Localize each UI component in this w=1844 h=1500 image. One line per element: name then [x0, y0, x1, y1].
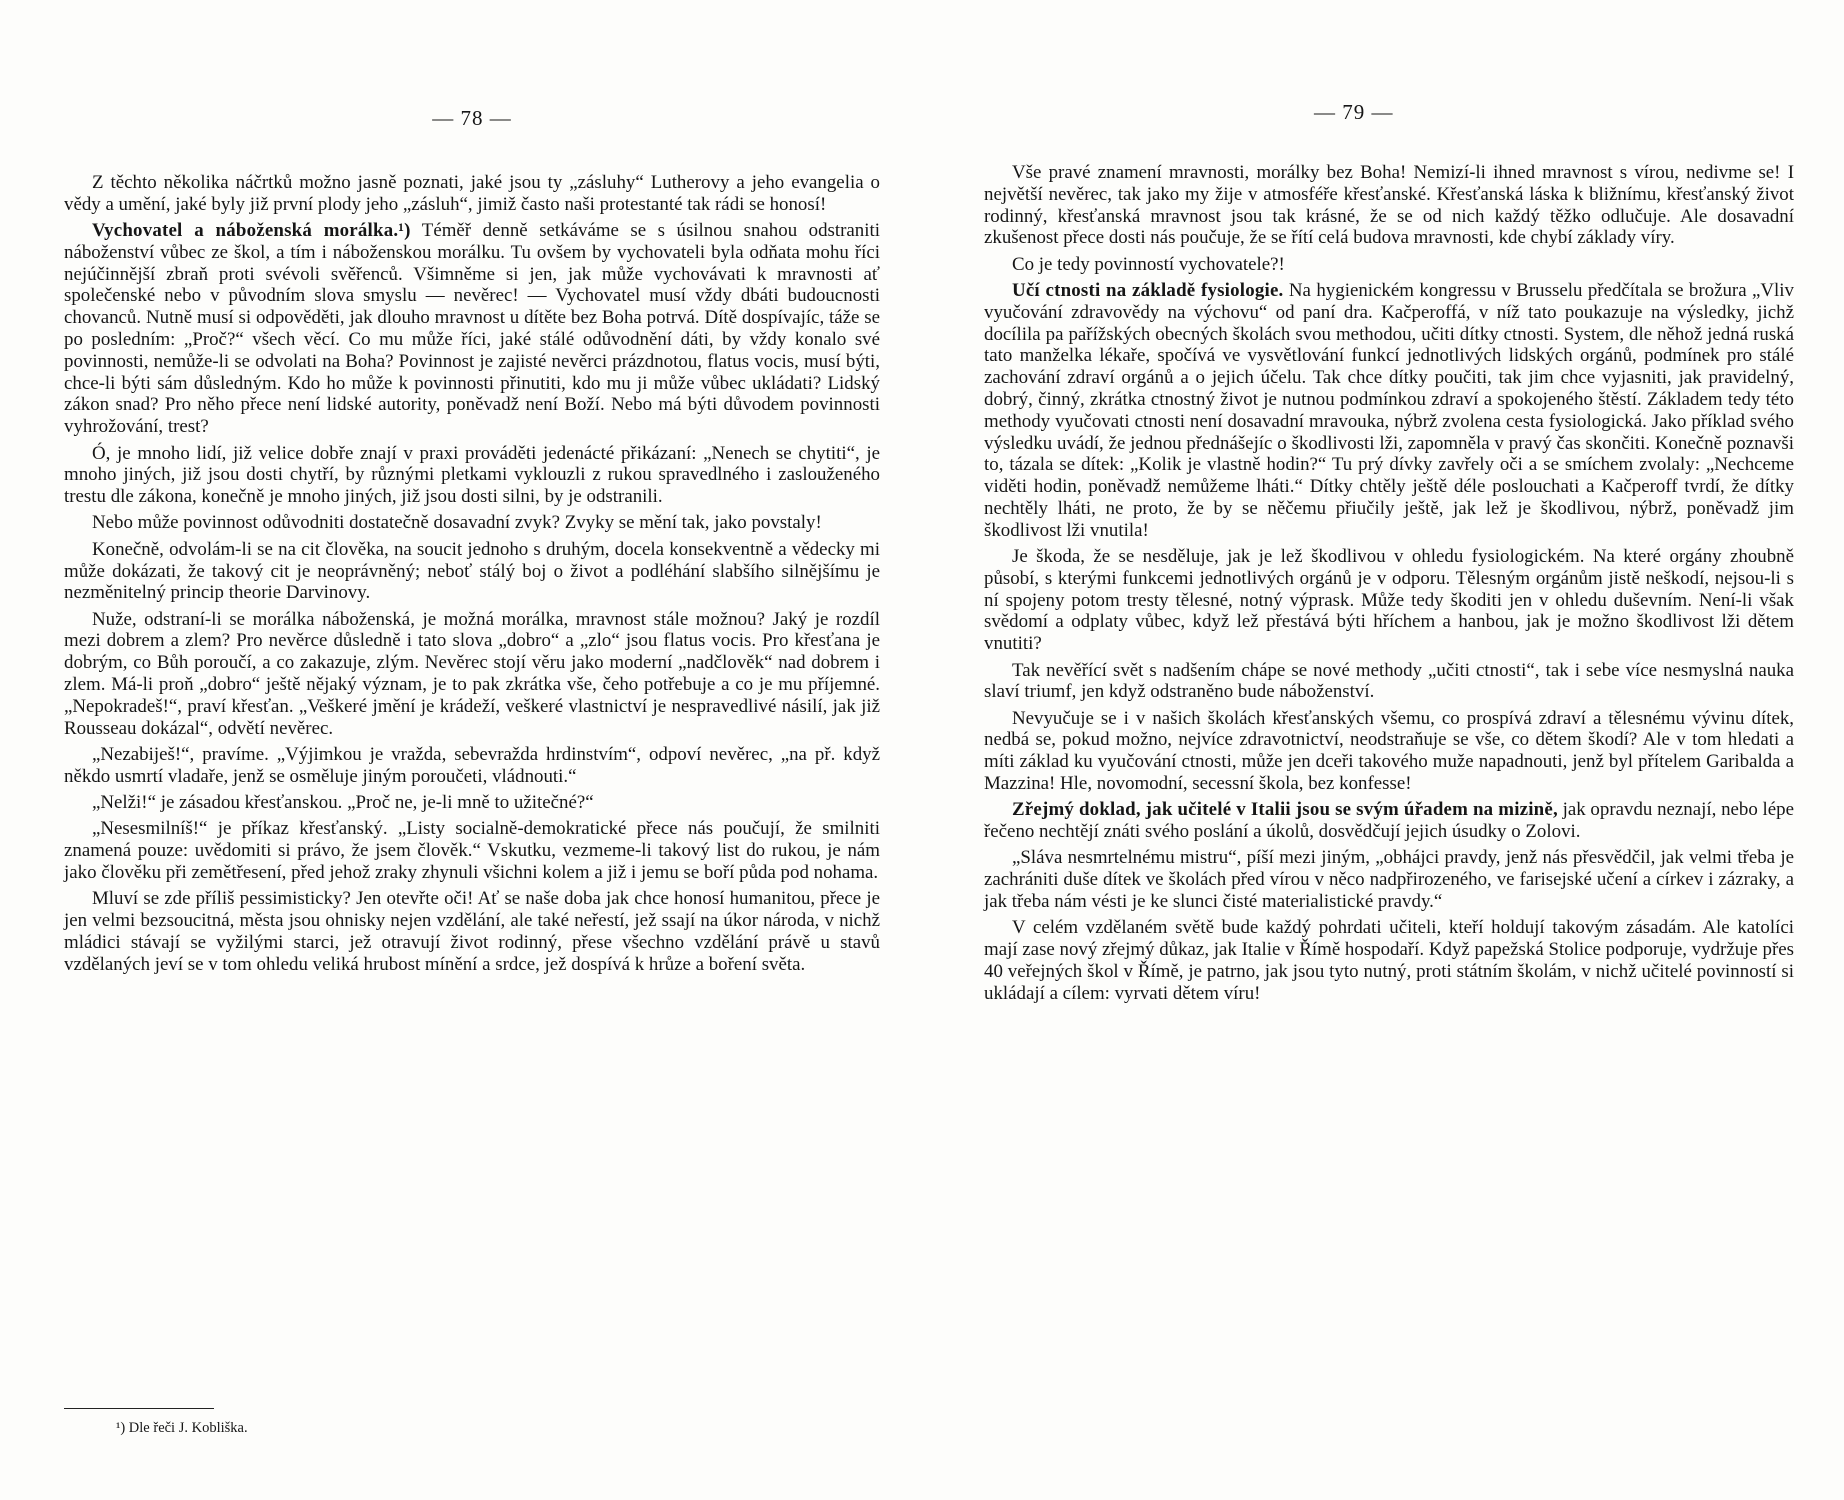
paragraph-6: Nuže, odstraní-li se morálka náboženská, je možná morálka, mravnost stále možnou? Jaký je rozdíl mezi dobrem a zlem? Pro nevěrce důsledně i tato slova „dobro“ a „zlo“ jsou flatus vocis. Pro křesťana je dobrým, co Bůh poroučí, a co zakazuje, zlým. Nevěrec stojí věru jako moderní „nadčlověk“ nad dobrem i zlem. Má-li proň „dobro“ ještě nějaký význam, je to pak zkrátka vše, čeho potřebuje a co je mu příjemné. „Nepokradeš!“, praví křesťan. „Veškeré jmění je krádeží, veškeré vlastnictví je nespravedlivé násilí, jak již Rousseau dokázal“, odvětí nevěrec. [64, 608, 880, 739]
paragraph-5: Tak nevěřící svět s nadšením chápe se nové methody „učiti ctnosti“, tak i sebe více nesmyslná nauka slaví triumf, jen když odstraněno bude náboženství. [984, 659, 1794, 703]
paragraph-2: Co je tedy povinností vychovatele?! [1012, 253, 1285, 275]
footnote-area [64, 1408, 880, 1437]
paragraph-6: Nevyučuje se i v našich školách křesťanských všemu, co prospívá zdraví a tělesnému vývinu dítek, nedbá se, pokud možno, nejvíce zdravotnictví, neodstraňuje se vše, co dětem škodí? Ale v tom hledati a míti základ ku vyučování ctnosti, může jen dceři takového muže napadnouti, jenž byl přítelem Garibalda a Mazzina! Hle, novomodní, secessní škola, bez konfesse! [984, 707, 1794, 795]
right-page [984, 0, 1794, 1500]
paragraph-9: „Nesesmilníš!“ je příkaz křesťanský. „Listy socialně-demokratické přece nás poučují, že smilniti znamená pouze: uvědomiti si právo, že jsem člověk.“ Vskutku, vezmeme-li takový list do rukou, je nám jako člověku při zemětřesení, před jehož zraky zhynuli všichni kolem a již i jemu se boří půda pod nohama. [64, 818, 880, 883]
paragraph-10: Mluví se zde příliš pessimisticky? Jen otevřte oči! Ať se naše doba jak chce honosí humanitou, přece je jen velmi bezsoucitná, města jsou ohnisky nejen vzdělání, ale také neřestí, jež ssají na úkor národa, v nichž mládici stávají se vyžilými starci, jež otravují život rodinný, přese všechno vzdělání právě u stavů vzdělaných jeví se v tom ohledu veliká hrubost mínění a srdce, jež dospívá k hrůze a boření světa. [64, 888, 880, 975]
footnote-rule [64, 1408, 214, 1409]
paragraph-8: „Nelži!“ je zásadou křesťanskou. „Proč ne, je-li mně to užitečné?“ [92, 792, 594, 814]
paragraph-3: Ó, je mnoho lidí, již velice dobře znají v praxi prováděti jedenácté přikázaní: „Nenech se chytiti“, je mnoho jiných, již jsou dosti chytří, by různými pletkami vyklouzli z rukou spravedlného i zaslouženého trestu dle zákona, konečně je mnoho jiných, již jsou dosti silni, by je odstranili. [64, 442, 880, 508]
section-heading-vychovatel: Vychovatel a náboženská morálka.¹) [92, 220, 411, 242]
paragraph-1: Z těchto několika náčrtků možno jasně poznati, jaké jsou ty „zásluhy“ Lutherovy a jeho evangelia o vědy a umění, jaké byly již první plody jeho „zásluh“, jimiž často naši protestanté tak rádi se honosí! [64, 172, 880, 215]
paragraph-4: Je škoda, že se nesděluje, jak je lež škodlivou v ohledu fysiologickém. Na které orgány zhoubně působí, s kterými funkcemi jednotlivých orgánů je v odporu. Tělesným orgánům jistě neškodí, nejsou-li s ní spojeny potom tresty tělesné, notný výprask. Může tedy škoditi jen v ohledu duševním. Není-li však svědomí a odplaty vůbec, když lež přestává býti hříchem a hanbou, jak je možno škodlivost lži dětem vnutiti? [984, 546, 1794, 655]
paragraph-4: Nebo může povinnost odůvodniti dostatečně dosavadní zvyk? Zvyky se mění tak, jako povstaly! [92, 512, 822, 534]
paragraph-2: Vychovatel a náboženská morálka.¹) Téměř denně setkáváme se s úsilnou snahou odstraniti náboženství vůbec ze škol, a tím i náboženskou morálku. Tu ovšem by vychovateli byla odňata mohu říci nejúčinnější zbraň proti svévoli svěřenců. Všimněme si jen, jak může vychovávati k mravnosti ať společenské nebo v původním slova smyslu — nevěrec! — Vychovatel musí vždy dbáti budoucnosti chovanců. Nutně musí si odpověděti, jak dlouho mravnost u dítěte bez Boha potrvá. Dítě dospívajíc, táže se po posledním: „Proč?“ všech věcí. Co mu může říci, jaké stálé odůvodnění dáti, by vždy konalo své povinnosti, nemůže-li se odvolati na Boha? Povinnost je zajisté nevěrci prázdnotou, flatus vocis, musí býti, chce-li býti sám důsledným. Kdo ho může k povinnosti přinutiti, kdo mu ji může vůbec ukládati? Lidský zákon snad? Pro něho přece není lidské autority, poněvadž není Boží. Nebo má býti důvodem povinnosti vyhrožování, trest? [64, 220, 880, 438]
right-page-text [984, 162, 1794, 1009]
paragraph-5: Konečně, odvolám-li se na cit člověka, na soucit jednoho s druhým, docela konsekventně a vědecky mi může dokázati, že takový cit je neoprávněný; neboť stálý boj o život a podléhání slabšího silnějšímu je nezměnitelný princip theorie Darvinovy. [64, 538, 880, 604]
paragraph-8: „Sláva nesmrtelnému mistru“, píší mezi jiným, „obhájci pravdy, jenž nás přesvědčil, jak velmi třeba je zachrániti duše dítek ve školách před vírou v něco nadpřirozeného, ve farisejské učení a církev i zázraky, a jak třeba nám vésti je ke slunci čisté materialistické pravdy.“ [984, 847, 1794, 912]
section-heading-zrejmy-doklad: Zřejmý doklad, jak učitelé v Italii jsou se svým úřadem na mizině, [1012, 799, 1558, 821]
left-page [64, 0, 880, 1500]
page-number-78: — 78 — [432, 106, 512, 130]
paragraph-9: V celém vzdělaném světě bude každý pohrdati učiteli, kteří holdují takovým zásadám. Ale katolíci mají zase nový zřejmý důkaz, jak Italie v Římě hospodaří. Když papežská Stolice podporuje, vydržuje přes 40 veřejných škol v Římě, je patrno, jak jsou tyto nutný, proti státním školám, v nichž učitelé povinností si ukládají a cílem: vyrvati dětem víru! [984, 917, 1794, 1004]
paragraph-7: Zřejmý doklad, jak učitelé v Italii jsou se svým úřadem na mizině, jak opravdu neznají, nebo lépe řečeno nechtějí znáti svého poslání a úkolů, dosvědčují jejich úsudky o Zolovi. [984, 799, 1794, 843]
page-number-79: — 79 — [1314, 100, 1394, 124]
paragraph-3: Učí ctnosti na základě fysiologie. Na hygienickém kongressu v Brusselu předčítala se brožura „Vliv vyučování zdravovědy na výchovu“ od paní dra. Kačperoffá, v níž tato poukazuje na výsledky, jichž docílila pa pařížských obecných školách svou methodou, učiti dítky ctnosti. System, dle něhož jedná ruská tato manželka lékaře, spočívá ve vysvětlování funkcí jednotlivých lidských orgánů, podmínek pro stálé zachování zdraví orgánů a o jejich účelu. Tak chce dítky poučiti, tak jim chce vyjasniti, jak pravidelný, dobrý, činný, zkrátka ctnostný život je nutnou podmínkou zdraví a spokojeného štěstí. Základem tedy této methody vyučovati ctnosti není dosavadní mravouka, nýbrž zvolena cesta fysiologická. Jako příklad svého výsledku uvádí, že jednou přednášejíc o škodlivosti lži, zapomněla v pravý čas skončiti. Konečně poznavši to, tázala se dítek: „Kolik je vlastně hodin?“ Tu prý dívky zavřely oči a se smíchem zvolaly: „Nechceme viděti hodin, poněvadž nemůžeme lháti.“ Dítky chtěly ještě déle poslouchati a Kačperoff tvrdí, že dítky nechtěly lháti, ne proto, že by se něčemu přiučily ještě, jak lež je škodlivou, nýbrž, poněvadž jim škodlivost lži vnutila! [984, 279, 1794, 541]
footnote: ¹) Dle řeči J. Kobliška. [116, 1420, 248, 1436]
paragraph-7: „Nezabiješ!“, pravíme. „Výjimkou je vražda, sebevražda hrdinstvím“, odpoví nevěrec, „na př. když někdo usmrtí vladaře, jenž se osměluje jiným poroučeti, vládnouti.“ [64, 743, 880, 787]
left-page-text [64, 172, 880, 980]
paragraph-1: Vše pravé znamení mravnosti, morálky bez Boha! Nemizí-li ihned mravnost s vírou, nedivme se! I největší nevěrec, tak jako my žije v atmosféře křesťanské. Křesťanská láska k bližnímu, křesťanský život rodinný, křesťanská mravnost jsou tak krásné, že se od nich každý těžko odlučuje. Ale dosavadní zkušenost přece dosti nás poučuje, že se řítí celá budova mravnosti, kde chybí základy víry. [984, 162, 1794, 249]
section-heading-uci-ctnosti: Učí ctnosti na základě fysiologie. [1012, 279, 1284, 301]
